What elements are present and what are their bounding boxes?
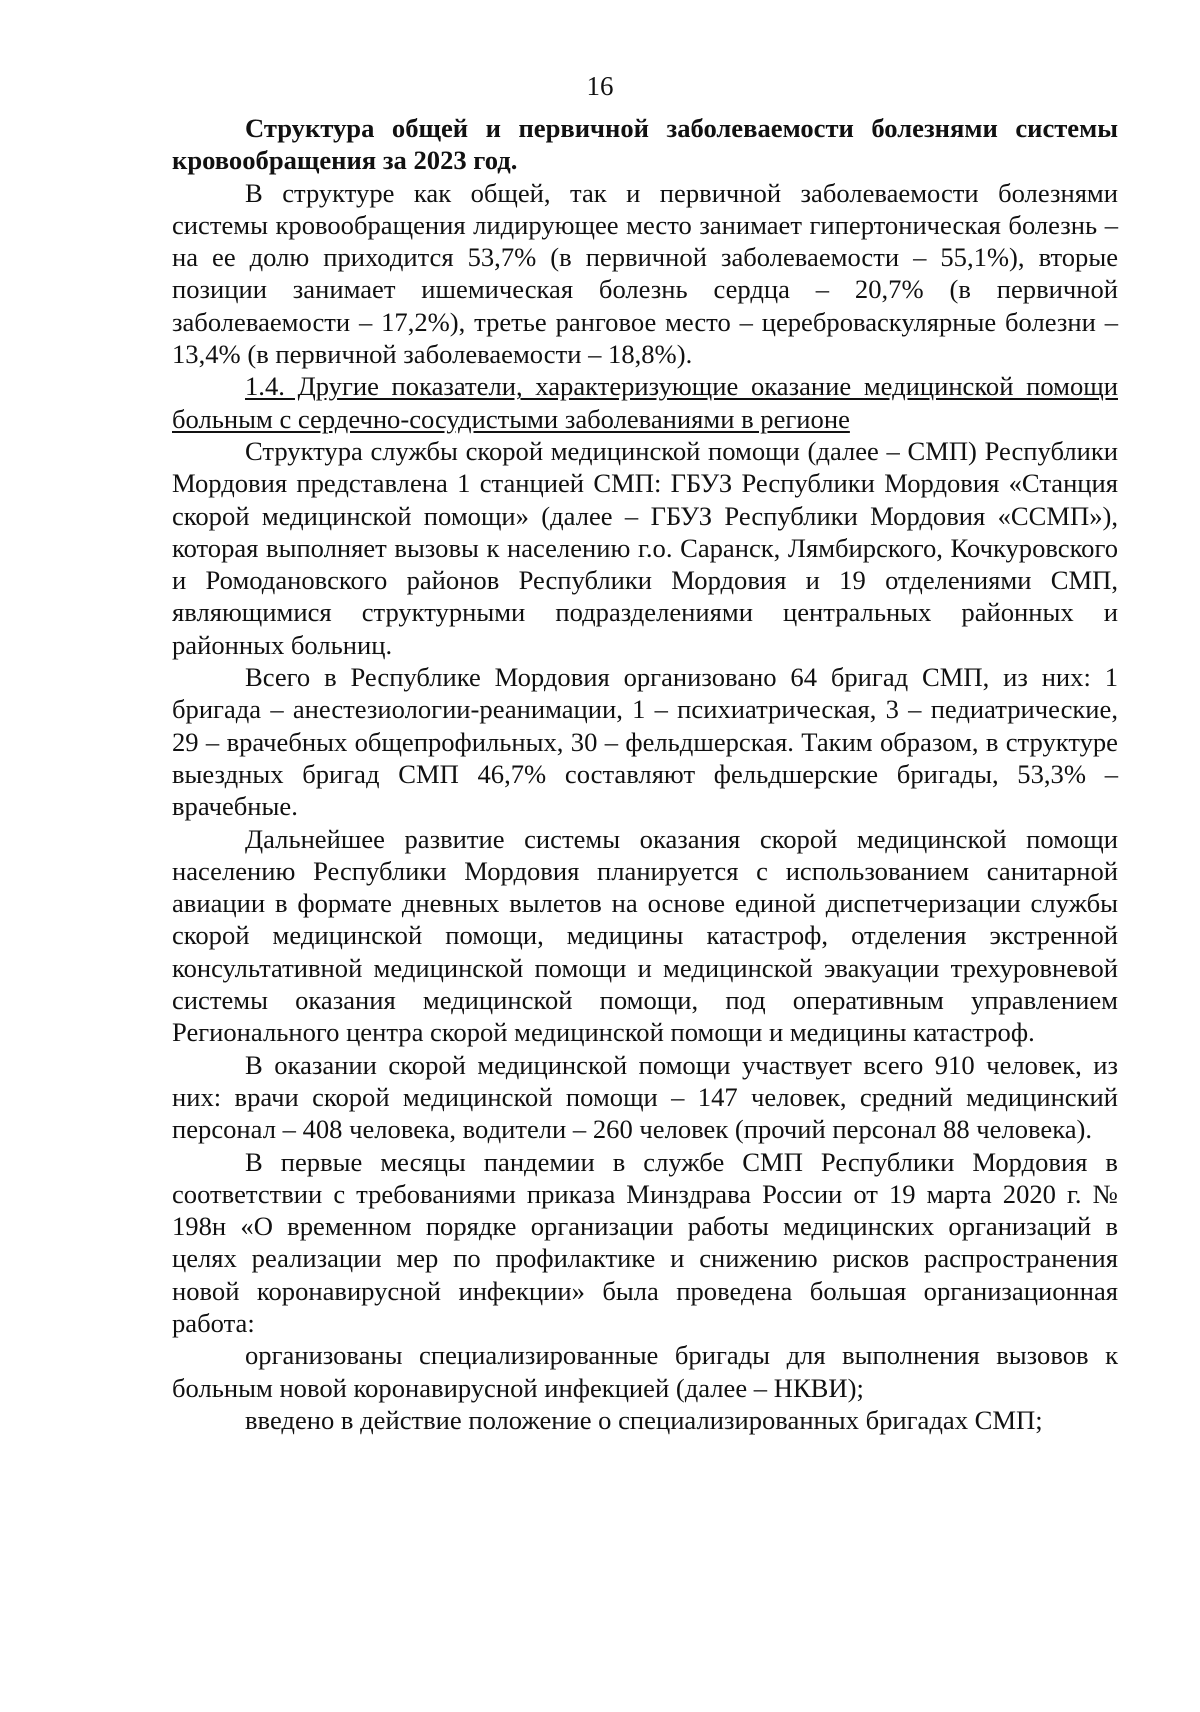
paragraph-staff: В оказании скорой медицинской помощи участвует всего 910 человек, из них: врачи скорой медицинской помощи – 147 человек, средний медицинский персонал – 408 человека, водители – 260 человек (прочий персонал 88 человека). — [172, 1049, 1118, 1145]
section-heading: Структура общей и первичной заболеваемости болезнями системы кровообращения за 2023 год. — [172, 113, 1118, 176]
section-title-1-4: 1.4. Другие показатели, характеризующие оказание медицинской помощи больным с сердечно-сосудистыми заболеваниями в регионе — [172, 371, 1118, 434]
document-body — [172, 112, 1118, 1436]
paragraph-ambulance-structure: Структура службы скорой медицинской помощи (далее – СМП) Республики Мордовия представлена 1 станцией СМП: ГБУЗ Республики Мордовия «Станция скорой медицинской помощи» (далее – ГБУЗ Республики Мордовия «ССМП»), которая выполняет вызовы к населению г.о. Саранск, Лямбирского, Кочкуровского и Ромодановского районов Республики Мордовия и 19 отделениями СМП, являющимися структурными подразделениями центральных районных и районных больниц. — [172, 435, 1118, 660]
paragraph-regulation: введено в действие положение о специализированных бригадах СМП; — [245, 1404, 1043, 1435]
paragraph-brigades-count: Всего в Республике Мордовия организовано 64 бригад СМП, из них: 1 бригада – анестезиологии-реанимации, 1 – психиатрическая, 3 – педиатрические, 29 – врачебных общепрофильных, 30 – фельдшерская. Таким образом, в структуре выездных бригад СМП 46,7% составляют фельдшерские бригады, 53,3% – врачебные. — [172, 662, 1118, 822]
paragraph-development-plans: Дальнейшее развитие системы оказания скорой медицинской помощи населению Республики Мордовия планируется с использованием санитарной авиации в формате дневных вылетов на основе единой диспетчеризации службы скорой медицинской помощи, медицины катастроф, отделения экстренной консультативной медицинской помощи и медицинской эвакуации трехуровневой системы оказания медицинской помощи, под оперативным управлением Регионального центра скорой медицинской помощи и медицины катастроф. — [172, 823, 1118, 1048]
paragraph-pandemic: В первые месяцы пандемии в службе СМП Республики Мордовия в соответствии с требованиями приказа Минздрава России от 19 марта 2020 г. № 198н «О временном порядке организации работы медицинских организаций в целях реализации мер по профилактике и снижению рисков распространения новой коронавирусной инфекции» была проведена большая организационная работа: — [172, 1146, 1118, 1338]
paragraph-specialized-brigades: организованы специализированные бригады для выполнения вызовов к больным новой коронавирусной инфекцией (далее – НКВИ); — [172, 1340, 1118, 1403]
paragraph-disease-structure: В структуре как общей, так и первичной заболеваемости болезнями системы кровообращения лидирующее место занимает гипертоническая болезнь – на ее долю приходится 53,7% (в первичной заболеваемости – 55,1%), вторые позиции занимает ишемическая болезнь сердца – 20,7% (в первичной заболеваемости – 17,2%), третье ранговое место – цереброваскулярные болезни – 13,4% (в первичной заболеваемости – 18,8%). — [172, 177, 1118, 370]
page-number: 16 — [586, 71, 614, 101]
